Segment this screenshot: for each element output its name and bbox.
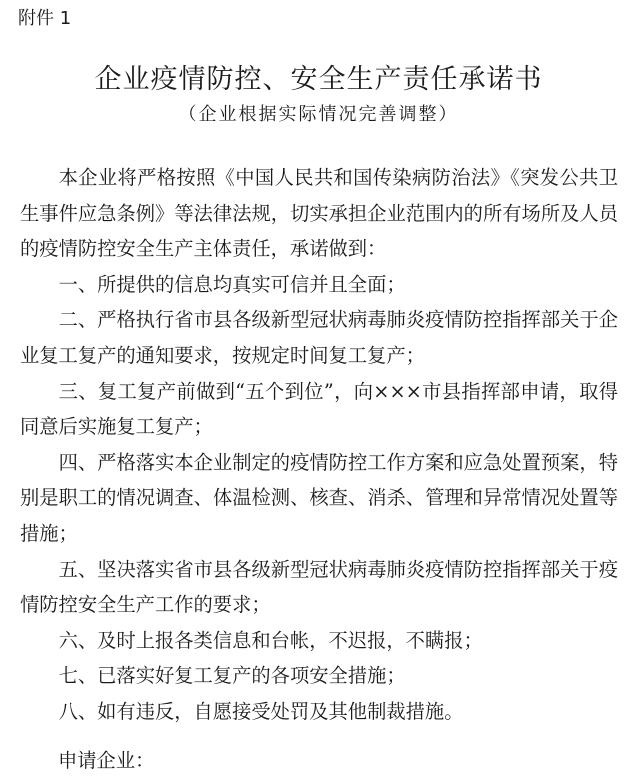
document-subtitle: （企业根据实际情况完善调整） bbox=[178, 104, 459, 125]
document-title: 企业疫情防控、安全生产责任承诺书 bbox=[94, 64, 543, 95]
commitment-item-8: 八、如有违反，自愿接受处罚及其他制裁措施。 bbox=[58, 699, 464, 723]
commitment-item-5: 五、坚决落实省市县各级新型冠状病毒肺炎疫情防控指挥部关于疫情防控安全生产工作的要求； bbox=[20, 557, 618, 617]
commitment-item-7: 七、已落实好复工复产的各项安全措施； bbox=[58, 664, 406, 688]
commitment-item-4: 四、严格落实本企业制定的疫情防控工作方案和应急处置预案，特别是职工的情况调查、体温检测、核查、消杀、管理和异常情况处置等措施； bbox=[20, 450, 618, 545]
document-body bbox=[20, 160, 618, 730]
commitment-item-6: 六、及时上报各类信息和台帐，不迟报，不瞒报； bbox=[58, 628, 483, 652]
signature-label: 申请企业： bbox=[58, 749, 155, 772]
attachment-label: 附件 1 bbox=[18, 8, 72, 29]
intro-paragraph: 本企业将严格按照《中国人民共和国传染病防治法》《突发公共卫生事件应急条例》等法律法规，切实承担企业范围内的所有场所及人员的疫情防控安全生产主体责任，承诺做到： bbox=[20, 166, 618, 261]
commitment-item-3: 三、复工复产前做到“五个到位”，向×××市县指挥部申请，取得同意后实施复工复产； bbox=[20, 379, 618, 439]
commitment-item-2: 二、严格执行省市县各级新型冠状病毒肺炎疫情防控指挥部关于企业复工复产的通知要求，按规定时间复工复产； bbox=[20, 308, 618, 367]
commitment-item-1: 一、所提供的信息均真实可信并且全面； bbox=[58, 272, 406, 296]
